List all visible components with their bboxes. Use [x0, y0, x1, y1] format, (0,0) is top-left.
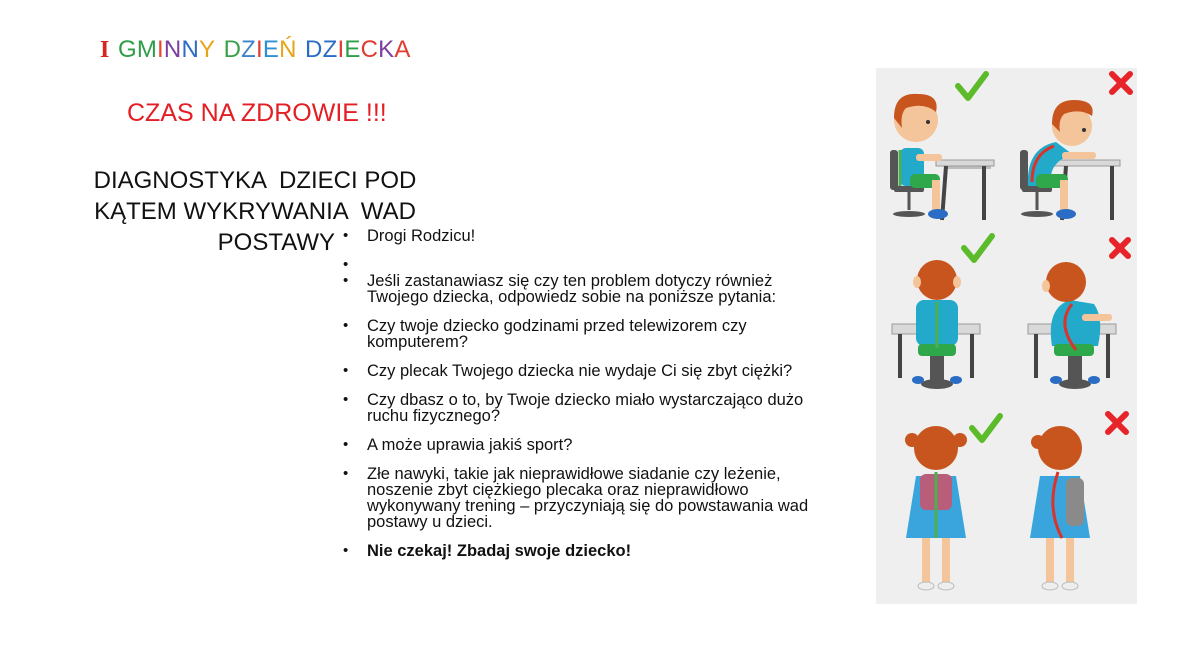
cross-mark-icon — [1112, 74, 1130, 92]
bullet-dot: • — [343, 317, 349, 334]
row-backpack — [905, 414, 1126, 590]
title-letter: D — [305, 36, 323, 63]
bullet-dot: • — [343, 227, 349, 244]
bullet-dot: • — [343, 272, 349, 289]
title-letter: N — [181, 36, 199, 63]
posture-illustration — [876, 68, 1137, 604]
title-letter: Y — [198, 36, 216, 63]
bullet-text: Czy plecak Twojego dziecka nie wydaje Ci się zbyt ciężki? — [367, 362, 793, 380]
child-back-curved-image — [1028, 262, 1116, 389]
check-mark-icon — [964, 236, 992, 260]
title-letter: M — [136, 36, 158, 63]
cross-mark-icon — [1108, 414, 1126, 432]
title-letter: N — [163, 36, 182, 63]
bullet-text: Jeśli zastanawiasz się czy ten problem dotyczy również Twojego dziecka, odpowiedz sobie na poniższe pytania: — [367, 272, 777, 306]
bullet-text: A może uprawia jakiś sport? — [367, 436, 573, 454]
title-letter: E — [262, 36, 280, 63]
title-letter: A — [394, 36, 411, 63]
row-back-sitting — [892, 236, 1128, 389]
title-letter: Ń — [279, 36, 297, 63]
title-letter: I — [157, 36, 164, 63]
heading-line-1: DIAGNOSTYKA DZIECI POD — [93, 167, 417, 194]
bullet-item — [343, 466, 813, 530]
child-back-straight-image — [892, 260, 980, 389]
bullet-text: Nie czekaj! Zbadaj swoje dziecko! — [367, 542, 632, 560]
bullet-item — [343, 318, 813, 350]
row-side-sitting — [890, 74, 1130, 220]
title-letter: I — [337, 36, 345, 63]
bullet-item — [343, 273, 813, 305]
bullet-item — [343, 228, 813, 244]
bullet-text: Drogi Rodzicu! — [367, 227, 476, 245]
title-letter: K — [378, 36, 395, 63]
title-letter: I — [100, 37, 110, 63]
title-letter: G — [117, 36, 137, 63]
bullet-text: Czy twoje dziecko godzinami przed telewizorem czy komputerem? — [367, 317, 747, 351]
event-title — [100, 36, 411, 64]
bullet-dot: • — [343, 362, 349, 379]
bullet-text: Czy dbasz o to, by Twoje dziecko miało wystarczająco dużo ruchu fizycznego? — [367, 391, 804, 425]
title-letter: E — [344, 36, 361, 63]
title-letter: C — [360, 36, 379, 63]
bullet-list — [343, 228, 813, 572]
title-letter: I — [256, 36, 263, 63]
heading-line-2: KĄTEM WYKRYWANIA WAD — [94, 198, 416, 225]
bullet-item — [343, 392, 813, 424]
bullet-dot: • — [343, 391, 349, 408]
heading-line-3: POSTAWY — [217, 229, 335, 256]
bullet-item — [343, 543, 813, 559]
title-letter: Z — [322, 36, 338, 63]
girl-backpack-wrong-image — [1030, 426, 1090, 590]
title-letter: D — [223, 36, 242, 63]
bullet-dot: • — [343, 465, 349, 482]
subtitle: CZAS NA ZDROWIE !!! — [127, 99, 387, 127]
bullet-dot: • — [343, 436, 349, 453]
bullet-dot: • — [343, 542, 349, 559]
bullet-dot: • — [343, 256, 349, 273]
child-sitting-slouched-image — [1020, 100, 1120, 220]
girl-backpack-correct-image — [905, 426, 967, 590]
bullet-item — [343, 363, 813, 379]
bullet-item — [343, 437, 813, 453]
check-mark-icon — [972, 416, 1000, 440]
cross-mark-icon — [1112, 240, 1128, 256]
bullet-item — [343, 257, 813, 273]
bullet-text: Złe nawyki, takie jak nieprawidłowe siadanie czy leżenie, noszenie zbyt ciężkiego plecaka oraz nieprawidłowo wykonywany trening – przyczyniają się do powstawania wad postawy u dzieci. — [367, 465, 809, 531]
check-mark-icon — [958, 74, 986, 98]
child-sitting-correct-image — [890, 94, 994, 220]
title-letter: Z — [241, 36, 257, 63]
